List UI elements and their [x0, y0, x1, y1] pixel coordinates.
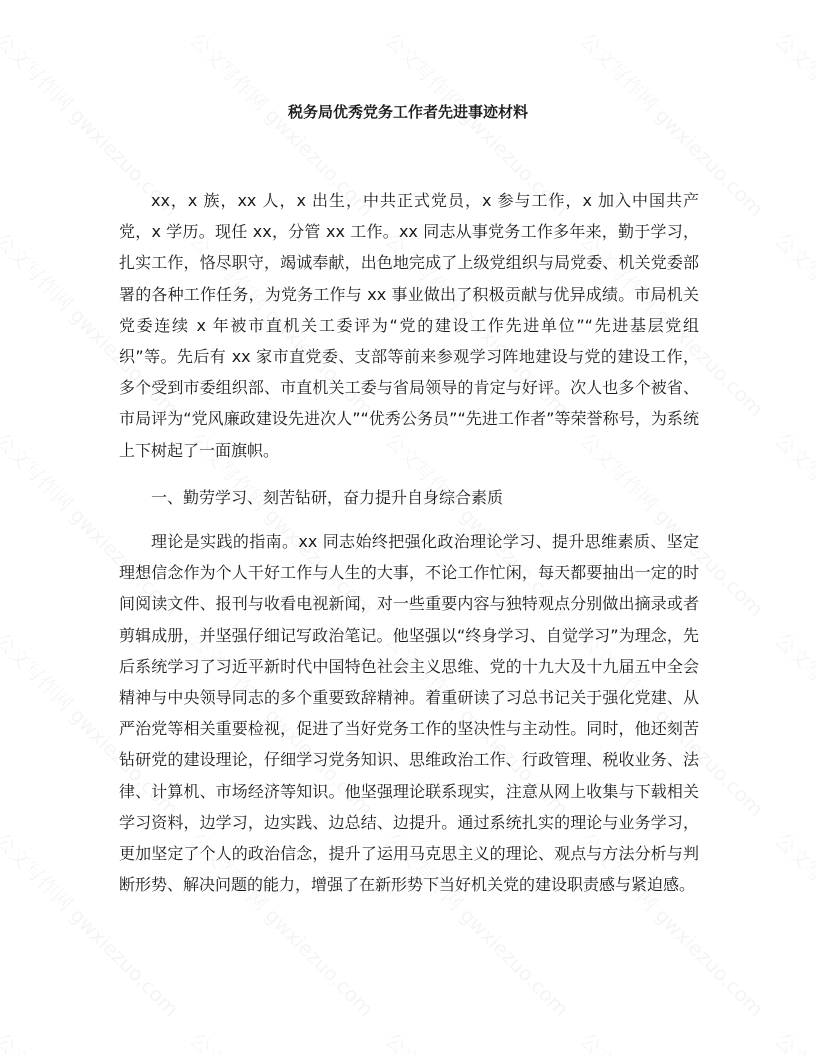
watermark-text — [769, 1025, 816, 1056]
watermark-text — [769, 25, 816, 222]
paragraph-intro: xx，x 族，xx 人，x 出生，中共正式党员，x 参与工作，x 加入中国共产党，x 学历。现任 xx，分管 xx 工作。xx 同志从事党务工作多年来，勤于学习，扎实工作，恪尽职守，竭诚奉献，出色地完成了上级党组织与局党委、机关党委部署的各种工作任务，为党务工作与 xx 事业做出了积极贡献与优异成绩。市局机关党委连续 x 年被市直机关工委评为“党的建设工作先进单位”“先进基层党组织”等。先后有 xx 家市直党委、支部等前来参观学习阵地建设与党的建设工作，多个受到市委组织部、市直机关工委与省局领导的肯定与好评。次人也多个被省、市局评为“党风廉政建设先进次人”“优秀公务员”“先进工作者”等荣誉称号，为系统上下树起了一面旗帜。 — [119, 191, 699, 460]
watermark-text — [574, 1025, 771, 1056]
watermark-text — [379, 1025, 576, 1056]
watermark-text — [769, 225, 816, 422]
watermark-text — [769, 425, 816, 622]
watermark-text — [0, 1025, 186, 1056]
watermark-text — [769, 825, 816, 1022]
watermark-text — [769, 625, 816, 822]
watermark-text — [184, 1025, 381, 1056]
paragraph-theory: 理论是实践的指南。xx 同志始终把强化政治理论学习、提升思维素质、坚定理想信念作为个人干好工作与人生的大事，不论工作忙闲，每天都要抽出一定的时间阅读文件、报刊与收看电视新闻，对一些重要内容与独特观点分别做出摘录或者剪辑成册，并坚强仔细记写政治笔记。他坚强以“终身学习、自觉学习”为理念，先后系统学习了习近平新时代中国特色社会主义思维、党的十九大及十九届五中全会精神与中央领导同志的多个重要致辞精神。着重研读了习总书记关于强化党建、从严治党等相关重要检视，促进了当好党务工作的坚决性与主动性。同时，他还刻苦钻研党的建设理论，仔细学习党务知识、思维政治工作、行政管理、税收业务、法律、计算机、市场经济等知识。他坚强理论联系现实，注意从网上收集与下载相关学习资料，边学习，边实践、边总结、边提升。通过系统扎实的理论与业务学习，更加坚定了个人的政治信念，提升了运用马克思主义的理论、观点与方法分析与判断形势、解决问题的能力，增强了在新形势下当好机关党的建设职责感与紧迫感。 — [119, 532, 699, 895]
document-title: 税务局优秀党务工作者先进事迹材料 — [287, 103, 528, 121]
section-heading-1: 一、勤劳学习、刻苦钻研，奋力提升自身综合素质 — [151, 488, 504, 507]
